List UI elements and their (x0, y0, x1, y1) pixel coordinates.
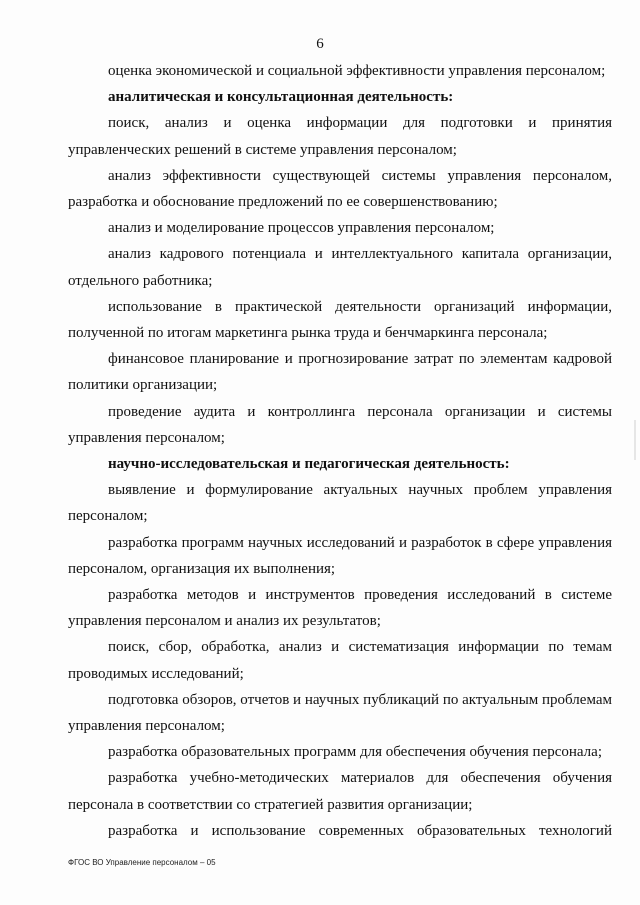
paragraph: поиск, анализ и оценка информации для подготовки и принятия управленческих решений в системе управления персоналом; (68, 115, 612, 158)
paragraph: проведение аудита и контроллинга персонала организации и системы управления персоналом; (68, 403, 612, 446)
paragraph: финансовое планирование и прогнозирование затрат по элементам кадровой политики организации; (68, 351, 612, 394)
paragraph: разработка программ научных исследований и разработок в сфере управления персоналом, организация их выполнения; (68, 534, 612, 577)
scan-margin-mark (634, 420, 636, 460)
paragraph: разработка образовательных программ для обеспечения обучения персонала; (108, 744, 602, 761)
paragraph: подготовка обзоров, отчетов и научных публикаций по актуальным проблемам управления персоналом; (68, 691, 612, 735)
document-body (68, 58, 612, 844)
paragraph: анализ кадрового потенциала и интеллектуального капитала организации, отдельного работника; (68, 246, 612, 289)
document-footer: ФГОС ВО Управление персоналом – 05 (68, 858, 216, 867)
paragraph: разработка и использование современных образовательных технологий (108, 822, 612, 839)
section-heading: научно-исследовательская и педагогическая деятельность: (108, 456, 510, 473)
paragraph: оценка экономической и социальной эффективности управления персоналом; (108, 63, 606, 79)
paragraph: разработка учебно-методических материалов для обеспечения обучения персонала в соответствии со стратегией развития организации; (68, 770, 612, 813)
page-number: 6 (316, 36, 324, 52)
paragraph: использование в практической деятельности организаций информации, полученной по итогам маркетинга рынка труда и бенчмаркинга персонала; (68, 298, 612, 342)
paragraph: поиск, сбор, обработка, анализ и систематизация информации по темам проводимых исследований; (68, 639, 612, 682)
paragraph: анализ эффективности существующей системы управления персоналом, разработка и обоснование предложений по ее совершенствованию; (68, 167, 612, 211)
paragraph: разработка методов и инструментов проведения исследований в системе управления персоналом и анализ их результатов; (68, 587, 612, 630)
paragraph: выявление и формулирование актуальных научных проблем управления персоналом; (68, 482, 612, 525)
section-heading: аналитическая и консультационная деятельность: (108, 89, 454, 106)
paragraph: анализ и моделирование процессов управления персоналом; (108, 220, 495, 237)
